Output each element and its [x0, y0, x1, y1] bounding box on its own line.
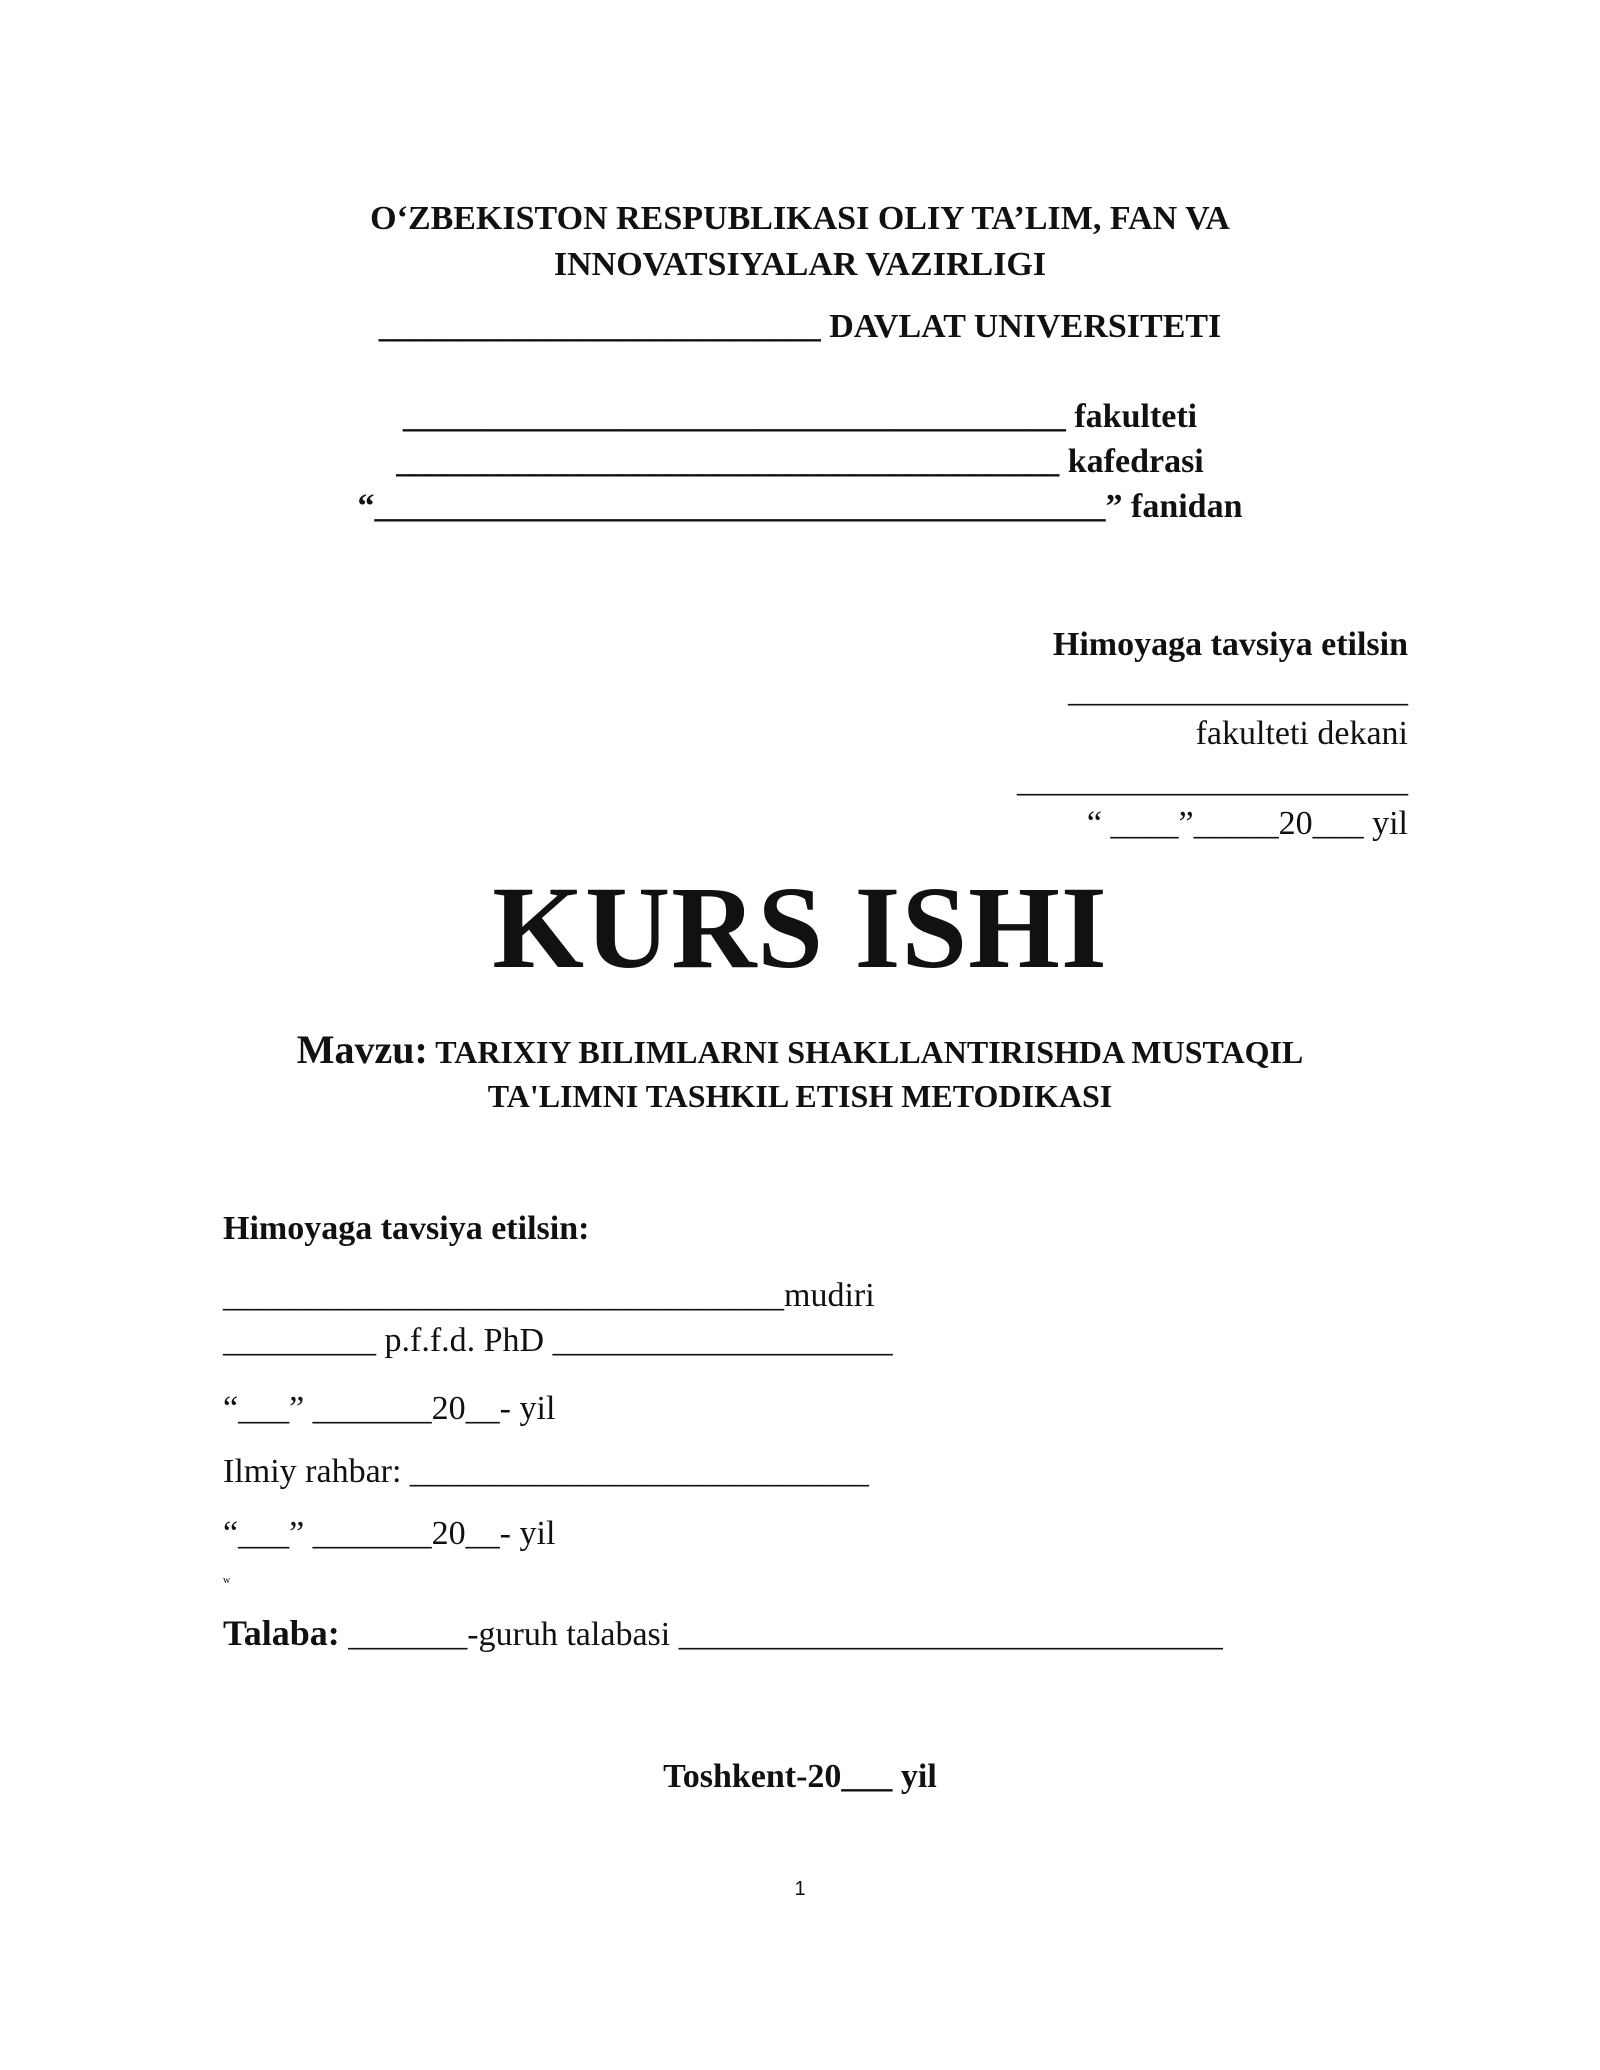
ministry-heading	[0, 196, 1600, 288]
supervisor-line: Ilmiy rahbar: ___________________________	[223, 1453, 869, 1490]
ministry-line-2: INNOVATSIYALAR VAZIRLIGI	[553, 246, 1047, 283]
city-year: Toshkent-20___ yil	[663, 1758, 937, 1795]
phd-line: _________ p.f.f.d. PhD ____________________	[223, 1322, 893, 1359]
topic-line-1	[0, 1028, 1600, 1074]
subject-line: “___________________________________________” fanidan	[357, 488, 1243, 525]
dean-name-line: _______________________	[1017, 762, 1408, 799]
topic-label: Mavzu:	[296, 1027, 428, 1072]
university-line: __________________________ DAVLAT UNIVERSITETI	[378, 308, 1222, 345]
approval-date-2: “___” _______20__- yil	[223, 1515, 556, 1552]
topic-block	[0, 1028, 1600, 1118]
approval-date-1: “___” _______20__- yil	[223, 1390, 556, 1427]
recommendation-date: “ ____”_____20___ yil	[1086, 805, 1408, 842]
recommendation-title: Himoyaga tavsiya etilsin	[1052, 626, 1408, 663]
dean-signature-line: ____________________	[1068, 672, 1408, 709]
department-line: _______________________________________ kafedrasi	[396, 443, 1204, 480]
topic-line-2: TA'LIMNI TASHKIL ETISH METODIKASI	[487, 1078, 1113, 1114]
head-of-department-line: _________________________________mudiri	[223, 1277, 875, 1314]
bottom-recommendation-title: Himoyaga tavsiya etilsin:	[223, 1210, 590, 1247]
page-number: 1	[794, 1878, 806, 1900]
student-label: Talaba:	[223, 1613, 340, 1653]
faculty-line: _______________________________________ fakulteti	[402, 398, 1198, 435]
topic-text-1: TARIXIY BILIMLARNI SHAKLLANTIRISHDA MUSTAQIL	[435, 1034, 1304, 1070]
tiny-mark: w	[223, 1575, 231, 1586]
ministry-line-1: O‘ZBEKISTON RESPUBLIKASI OLIY TA’LIM, FAN VA	[370, 200, 1230, 237]
student-field: _______-guruh talabasi ________________________________	[348, 1616, 1223, 1653]
student-line	[223, 1612, 1223, 1654]
dean-label: fakulteti dekani	[1195, 715, 1408, 752]
document-title: KURS ISHI	[492, 862, 1108, 993]
